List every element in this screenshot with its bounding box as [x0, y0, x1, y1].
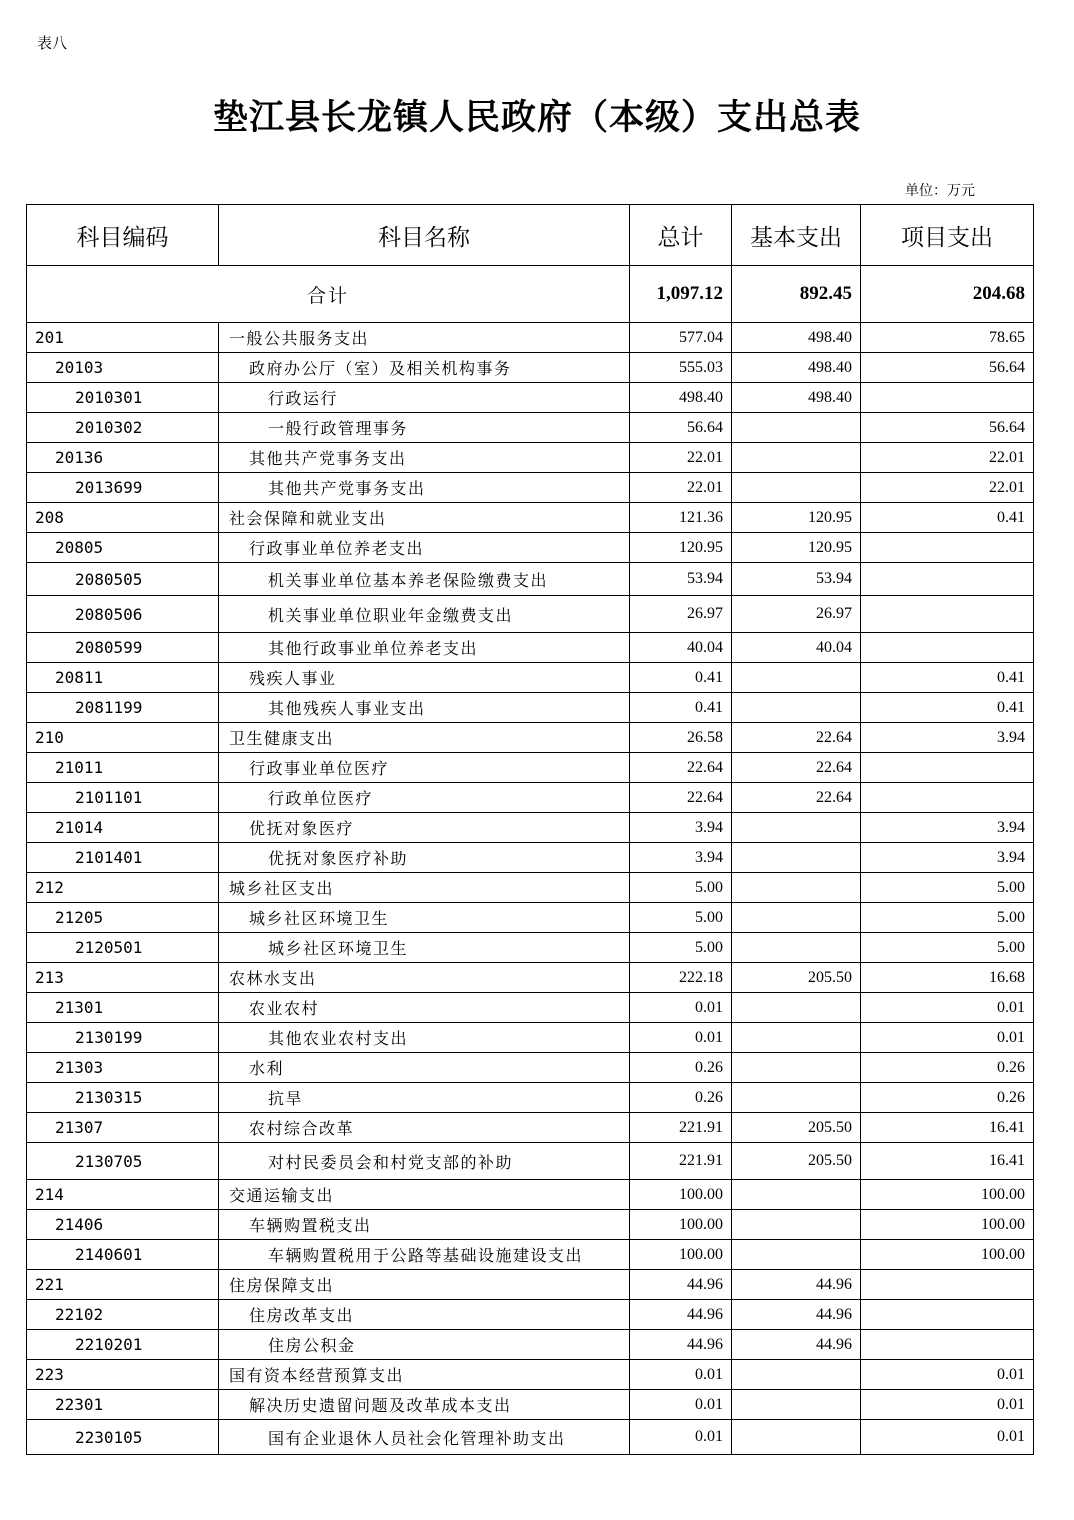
row-basic: 22.64 [732, 753, 861, 783]
row-basic [732, 693, 861, 723]
row-code: 2080599 [27, 633, 219, 663]
row-code: 21406 [27, 1210, 219, 1240]
table-row [27, 933, 1034, 963]
row-name: 其他行政事业单位养老支出 [219, 633, 630, 663]
table-row [27, 353, 1034, 383]
table-row [27, 783, 1034, 813]
row-project [861, 383, 1034, 413]
row-basic: 44.96 [732, 1300, 861, 1330]
row-project: 0.01 [861, 1390, 1034, 1420]
row-name: 农业农村 [219, 993, 630, 1023]
table-row [27, 1390, 1034, 1420]
row-name: 车辆购置税支出 [219, 1210, 630, 1240]
row-code: 21307 [27, 1113, 219, 1143]
row-total: 3.94 [630, 843, 732, 873]
row-project: 0.26 [861, 1083, 1034, 1113]
row-basic: 205.50 [732, 963, 861, 993]
table-row [27, 813, 1034, 843]
table-row [27, 753, 1034, 783]
header-total: 总计 [630, 205, 732, 266]
row-name: 行政事业单位医疗 [219, 753, 630, 783]
row-basic: 498.40 [732, 353, 861, 383]
row-project: 16.68 [861, 963, 1034, 993]
table-row [27, 1360, 1034, 1390]
row-total: 0.41 [630, 693, 732, 723]
table-row [27, 1053, 1034, 1083]
row-basic: 498.40 [732, 383, 861, 413]
row-project [861, 563, 1034, 596]
row-name: 行政单位医疗 [219, 783, 630, 813]
table-row [27, 533, 1034, 563]
row-total: 22.01 [630, 443, 732, 473]
row-code: 2081199 [27, 693, 219, 723]
row-total: 0.41 [630, 663, 732, 693]
row-code: 21303 [27, 1053, 219, 1083]
header-project: 项目支出 [861, 205, 1034, 266]
row-code: 21301 [27, 993, 219, 1023]
row-total: 44.96 [630, 1330, 732, 1360]
row-code: 2210201 [27, 1330, 219, 1360]
row-code: 2080506 [27, 596, 219, 633]
header-name: 科目名称 [219, 205, 630, 266]
row-project: 16.41 [861, 1143, 1034, 1180]
table-row [27, 1210, 1034, 1240]
row-total: 53.94 [630, 563, 732, 596]
row-project [861, 533, 1034, 563]
table-number: 表八 [37, 34, 68, 52]
row-code: 2230105 [27, 1420, 219, 1455]
table-row [27, 1083, 1034, 1113]
row-code: 208 [27, 503, 219, 533]
table-row [27, 633, 1034, 663]
row-basic: 22.64 [732, 723, 861, 753]
row-total: 56.64 [630, 413, 732, 443]
table-row [27, 323, 1034, 353]
row-code: 2010302 [27, 413, 219, 443]
row-basic [732, 933, 861, 963]
row-project: 0.01 [861, 1360, 1034, 1390]
table-row [27, 993, 1034, 1023]
row-code: 2140601 [27, 1240, 219, 1270]
row-basic [732, 1360, 861, 1390]
row-basic: 205.50 [732, 1113, 861, 1143]
row-project: 56.64 [861, 413, 1034, 443]
row-basic [732, 1023, 861, 1053]
row-name: 其他共产党事务支出 [219, 443, 630, 473]
row-basic [732, 1083, 861, 1113]
row-basic [732, 1240, 861, 1270]
row-project: 78.65 [861, 323, 1034, 353]
row-project [861, 633, 1034, 663]
table-row [27, 723, 1034, 753]
row-basic: 44.96 [732, 1270, 861, 1300]
row-total: 22.64 [630, 753, 732, 783]
row-project [861, 596, 1034, 633]
row-basic: 44.96 [732, 1330, 861, 1360]
table-row [27, 383, 1034, 413]
row-basic: 120.95 [732, 533, 861, 563]
row-name: 行政事业单位养老支出 [219, 533, 630, 563]
row-basic [732, 1420, 861, 1455]
row-basic [732, 1390, 861, 1420]
row-total: 221.91 [630, 1143, 732, 1180]
row-code: 2013699 [27, 473, 219, 503]
total-total: 1,097.12 [630, 266, 732, 323]
row-total: 0.01 [630, 1360, 732, 1390]
table-row [27, 1240, 1034, 1270]
row-total: 26.97 [630, 596, 732, 633]
table-row [27, 903, 1034, 933]
row-total: 26.58 [630, 723, 732, 753]
row-basic [732, 813, 861, 843]
row-basic: 120.95 [732, 503, 861, 533]
header-code: 科目编码 [27, 205, 219, 266]
table-row [27, 1300, 1034, 1330]
row-total: 5.00 [630, 873, 732, 903]
row-basic [732, 443, 861, 473]
row-code: 2130705 [27, 1143, 219, 1180]
row-code: 213 [27, 963, 219, 993]
table-row [27, 1113, 1034, 1143]
row-name: 城乡社区支出 [219, 873, 630, 903]
row-total: 40.04 [630, 633, 732, 663]
row-project: 0.41 [861, 693, 1034, 723]
row-basic [732, 843, 861, 873]
row-project: 3.94 [861, 843, 1034, 873]
row-total: 22.01 [630, 473, 732, 503]
total-label: 合计 [27, 266, 630, 323]
row-name: 国有资本经营预算支出 [219, 1360, 630, 1390]
table-row [27, 1180, 1034, 1210]
row-code: 2130199 [27, 1023, 219, 1053]
row-total: 221.91 [630, 1113, 732, 1143]
row-name: 城乡社区环境卫生 [219, 933, 630, 963]
table-row [27, 1420, 1034, 1455]
row-basic [732, 1180, 861, 1210]
row-code: 223 [27, 1360, 219, 1390]
row-total: 121.36 [630, 503, 732, 533]
row-basic: 53.94 [732, 563, 861, 596]
expenditure-table [26, 204, 1034, 1455]
row-basic [732, 993, 861, 1023]
row-code: 21014 [27, 813, 219, 843]
table-row [27, 1143, 1034, 1180]
row-name: 农村综合改革 [219, 1113, 630, 1143]
table-row [27, 563, 1034, 596]
row-name: 政府办公厅（室）及相关机构事务 [219, 353, 630, 383]
header-basic: 基本支出 [732, 205, 861, 266]
row-name: 卫生健康支出 [219, 723, 630, 753]
row-name: 住房保障支出 [219, 1270, 630, 1300]
row-total: 5.00 [630, 933, 732, 963]
row-name: 其他农业农村支出 [219, 1023, 630, 1053]
row-basic: 40.04 [732, 633, 861, 663]
row-name: 住房公积金 [219, 1330, 630, 1360]
table-row [27, 1330, 1034, 1360]
row-name: 社会保障和就业支出 [219, 503, 630, 533]
row-total: 0.01 [630, 993, 732, 1023]
row-name: 一般公共服务支出 [219, 323, 630, 353]
row-total: 100.00 [630, 1210, 732, 1240]
row-code: 20805 [27, 533, 219, 563]
row-code: 210 [27, 723, 219, 753]
row-project: 16.41 [861, 1113, 1034, 1143]
unit-label: 单位：万元 [905, 183, 975, 199]
row-name: 城乡社区环境卫生 [219, 903, 630, 933]
row-project: 100.00 [861, 1240, 1034, 1270]
table-row [27, 443, 1034, 473]
row-name: 住房改革支出 [219, 1300, 630, 1330]
row-project: 3.94 [861, 813, 1034, 843]
row-basic: 22.64 [732, 783, 861, 813]
row-project: 100.00 [861, 1210, 1034, 1240]
row-project [861, 1300, 1034, 1330]
row-basic: 498.40 [732, 323, 861, 353]
row-name: 其他共产党事务支出 [219, 473, 630, 503]
row-name: 抗旱 [219, 1083, 630, 1113]
row-total: 44.96 [630, 1270, 732, 1300]
table-row [27, 1270, 1034, 1300]
row-name: 优抚对象医疗补助 [219, 843, 630, 873]
page-title: 垫江县长龙镇人民政府（本级）支出总表 [212, 98, 861, 138]
row-total: 222.18 [630, 963, 732, 993]
total-project: 204.68 [861, 266, 1034, 323]
row-total: 44.96 [630, 1300, 732, 1330]
total-row [27, 266, 1034, 323]
row-project: 0.01 [861, 1023, 1034, 1053]
row-total: 555.03 [630, 353, 732, 383]
row-basic: 26.97 [732, 596, 861, 633]
row-basic [732, 1053, 861, 1083]
row-name: 机关事业单位职业年金缴费支出 [219, 596, 630, 633]
table-row [27, 413, 1034, 443]
row-total: 100.00 [630, 1240, 732, 1270]
row-total: 0.01 [630, 1390, 732, 1420]
row-project: 56.64 [861, 353, 1034, 383]
row-name: 其他残疾人事业支出 [219, 693, 630, 723]
row-code: 2130315 [27, 1083, 219, 1113]
row-total: 100.00 [630, 1180, 732, 1210]
row-project: 100.00 [861, 1180, 1034, 1210]
row-code: 21011 [27, 753, 219, 783]
row-code: 2101401 [27, 843, 219, 873]
row-code: 2101101 [27, 783, 219, 813]
row-name: 机关事业单位基本养老保险缴费支出 [219, 563, 630, 596]
row-project [861, 1330, 1034, 1360]
row-total: 577.04 [630, 323, 732, 353]
row-project: 0.01 [861, 993, 1034, 1023]
row-code: 2010301 [27, 383, 219, 413]
row-code: 2120501 [27, 933, 219, 963]
row-code: 21205 [27, 903, 219, 933]
row-basic [732, 473, 861, 503]
row-project: 3.94 [861, 723, 1034, 753]
row-total: 5.00 [630, 903, 732, 933]
table-row [27, 1023, 1034, 1053]
row-basic: 205.50 [732, 1143, 861, 1180]
row-basic [732, 903, 861, 933]
row-total: 0.26 [630, 1053, 732, 1083]
row-project [861, 1270, 1034, 1300]
row-total: 0.01 [630, 1420, 732, 1455]
row-name: 农林水支出 [219, 963, 630, 993]
row-total: 3.94 [630, 813, 732, 843]
table-row [27, 596, 1034, 633]
row-name: 解决历史遗留问题及改革成本支出 [219, 1390, 630, 1420]
table-row [27, 503, 1034, 533]
table-row [27, 873, 1034, 903]
row-total: 498.40 [630, 383, 732, 413]
table-row [27, 693, 1034, 723]
row-basic [732, 663, 861, 693]
row-name: 水利 [219, 1053, 630, 1083]
table-row [27, 963, 1034, 993]
row-project: 5.00 [861, 933, 1034, 963]
row-name: 交通运输支出 [219, 1180, 630, 1210]
row-project: 22.01 [861, 473, 1034, 503]
row-code: 214 [27, 1180, 219, 1210]
row-code: 221 [27, 1270, 219, 1300]
row-total: 22.64 [630, 783, 732, 813]
row-code: 22301 [27, 1390, 219, 1420]
row-project: 5.00 [861, 873, 1034, 903]
row-basic [732, 873, 861, 903]
total-basic: 892.45 [732, 266, 861, 323]
row-project: 5.00 [861, 903, 1034, 933]
row-total: 0.26 [630, 1083, 732, 1113]
row-basic [732, 413, 861, 443]
table-row [27, 663, 1034, 693]
row-total: 120.95 [630, 533, 732, 563]
row-total: 0.01 [630, 1023, 732, 1053]
row-name: 车辆购置税用于公路等基础设施建设支出 [219, 1240, 630, 1270]
row-code: 20103 [27, 353, 219, 383]
row-name: 国有企业退休人员社会化管理补助支出 [219, 1420, 630, 1455]
row-project: 22.01 [861, 443, 1034, 473]
row-project: 0.26 [861, 1053, 1034, 1083]
header-row [27, 205, 1034, 266]
row-code: 20811 [27, 663, 219, 693]
row-code: 201 [27, 323, 219, 353]
row-code: 212 [27, 873, 219, 903]
row-basic [732, 1210, 861, 1240]
table-row [27, 843, 1034, 873]
row-project: 0.01 [861, 1420, 1034, 1455]
row-name: 一般行政管理事务 [219, 413, 630, 443]
row-code: 2080505 [27, 563, 219, 596]
row-name: 行政运行 [219, 383, 630, 413]
row-project: 0.41 [861, 503, 1034, 533]
row-name: 优抚对象医疗 [219, 813, 630, 843]
row-name: 残疾人事业 [219, 663, 630, 693]
row-project [861, 753, 1034, 783]
row-code: 22102 [27, 1300, 219, 1330]
row-name: 对村民委员会和村党支部的补助 [219, 1143, 630, 1180]
table-row [27, 473, 1034, 503]
row-project [861, 783, 1034, 813]
row-code: 20136 [27, 443, 219, 473]
row-project: 0.41 [861, 663, 1034, 693]
